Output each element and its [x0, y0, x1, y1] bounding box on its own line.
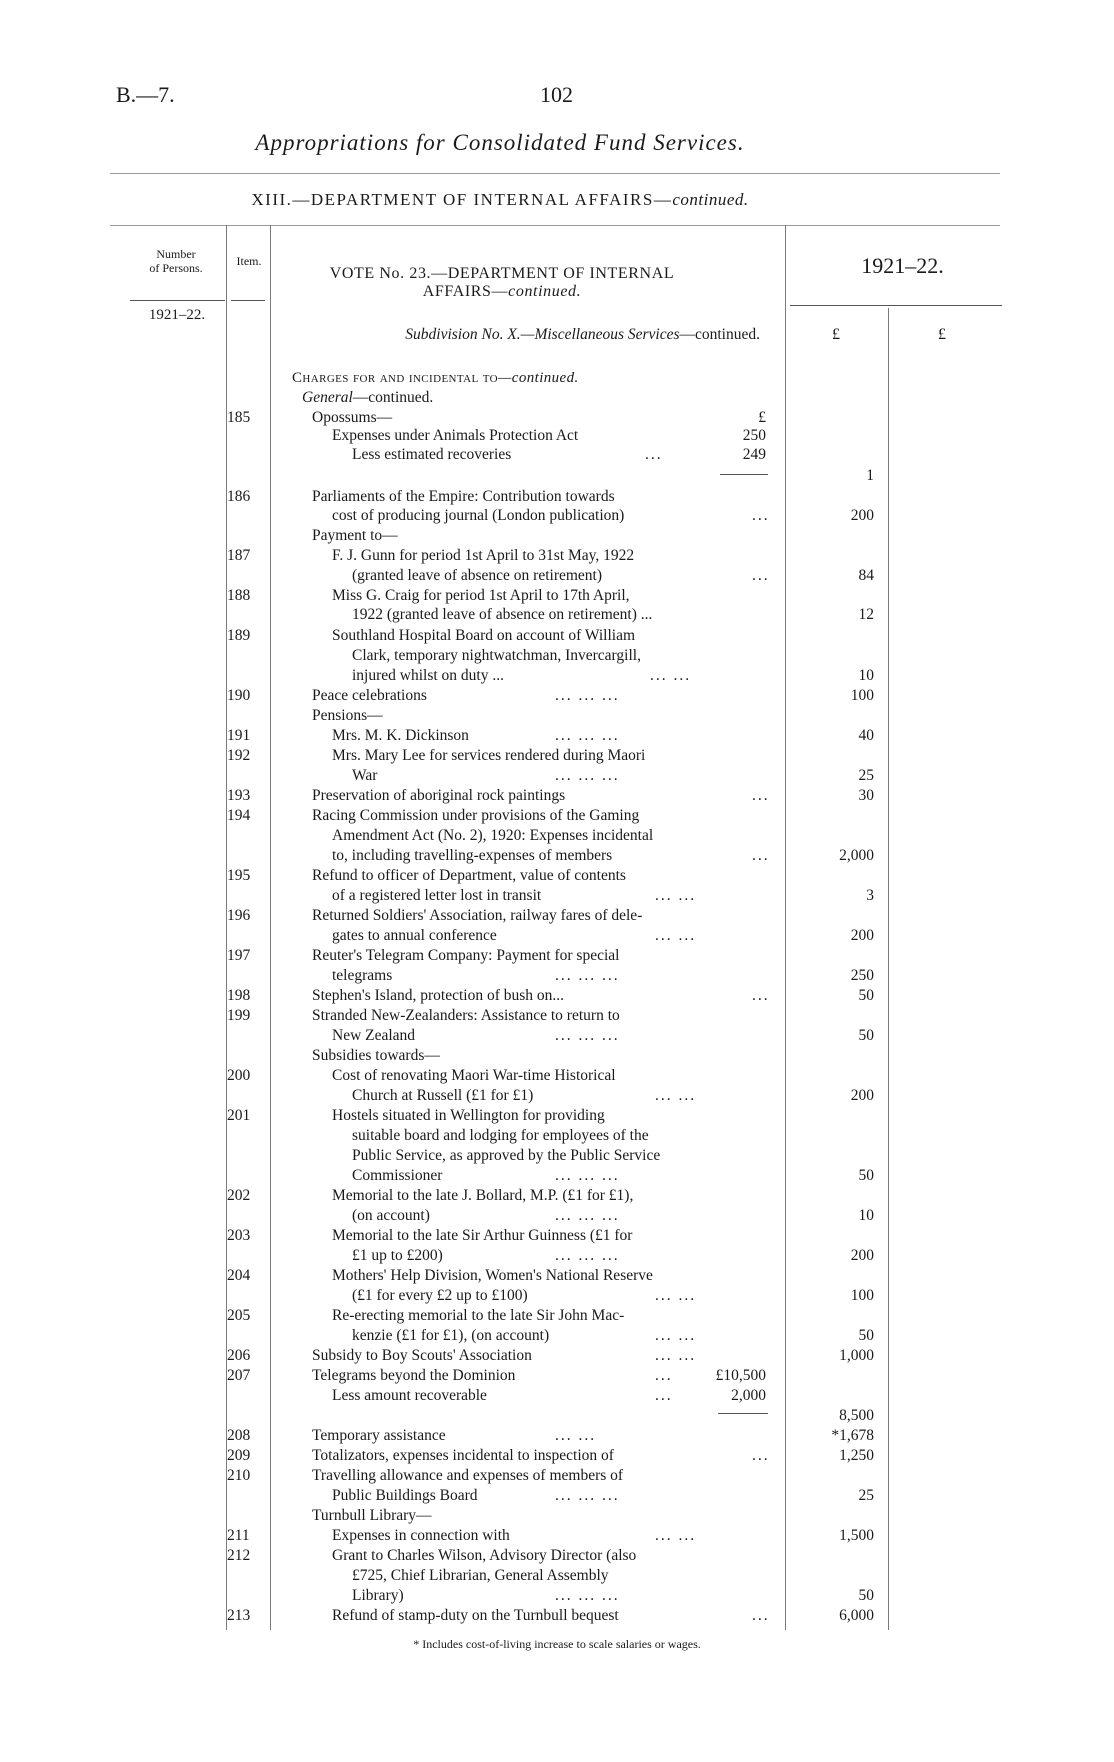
page-number: 102 [540, 82, 573, 107]
leader-dots: ... [752, 567, 770, 584]
item-number: 200 [227, 1067, 251, 1084]
item-description: (£1 for every £2 up to £100) [352, 1287, 528, 1304]
item-description: £725, Chief Librarian, General Assembly [352, 1567, 609, 1584]
item-amount: 12 [858, 606, 874, 623]
item-number: 189 [227, 627, 251, 644]
item-description: Totalizators, expenses incidental to inspection of [312, 1447, 614, 1464]
item-description: (granted leave of absence on retirement) [352, 567, 603, 584]
item-number: 198 [227, 987, 251, 1004]
item-amount: 200 [850, 1087, 874, 1104]
item-description: Memorial to the late Sir Arthur Guinness (£1 for [332, 1227, 633, 1244]
item-number: 212 [227, 1547, 251, 1564]
item-number: 209 [227, 1447, 251, 1464]
item-description: suitable board and lodging for employees of the [352, 1127, 649, 1144]
item-description: Clark, temporary nightwatchman, Invercargill, [352, 647, 641, 664]
item-amount: 3 [866, 887, 874, 904]
financial-year-header: 1921–22. [861, 253, 944, 278]
item-amount: 10 [858, 667, 874, 684]
persons-column-rule [226, 225, 227, 1630]
leader-dots: ... ... ... [555, 967, 620, 984]
persons-column-header [128, 248, 224, 276]
item-amount: 1,250 [839, 1447, 874, 1464]
item-amount: 8,500 [839, 1407, 874, 1424]
item-number: 193 [227, 787, 251, 804]
item-description: Subsidy to Boy Scouts' Association [312, 1347, 532, 1364]
pensions-heading: Pensions— [312, 707, 383, 724]
item-description: Church at Russell (£1 for £1) [352, 1087, 534, 1104]
item-number: 192 [227, 747, 251, 764]
item-description: Stranded New-Zealanders: Assistance to return to [312, 1007, 620, 1024]
item-amount: 50 [858, 1327, 874, 1344]
department-name: XIII.—DEPARTMENT OF INTERNAL AFFAIRS— [251, 190, 673, 209]
leader-dots: ... ... ... [555, 1027, 620, 1044]
leader-dots: ... [752, 847, 770, 864]
pound-sign-column-1: £ [832, 326, 840, 343]
item-description: Less estimated recoveries [352, 446, 512, 463]
item-number: 205 [227, 1307, 251, 1324]
persons-label-line-1: Number [156, 247, 196, 261]
line-amount: 249 [742, 446, 766, 463]
item-description: Refund of stamp-duty on the Turnbull bequest [332, 1607, 619, 1624]
leader-dots: ... [752, 987, 770, 1004]
item-amount: 250 [850, 967, 874, 984]
leader-dots: ... ... ... [555, 767, 620, 784]
item-description: to, including travelling-expenses of members [332, 847, 613, 864]
item-description: Commissioner [352, 1167, 443, 1184]
item-description: Public Service, as approved by the Public Service [352, 1147, 661, 1164]
item-description: F. J. Gunn for period 1st April to 31st May, 1922 [332, 547, 635, 564]
item-description: £1 up to £200) [352, 1247, 443, 1264]
payment-to-heading: Payment to— [312, 527, 398, 544]
persons-label-line-2: of Persons. [149, 260, 203, 275]
item-amount: 1,500 [839, 1527, 874, 1544]
item-number: 210 [227, 1467, 251, 1484]
leader-dots: ... ... [655, 1527, 697, 1544]
subdivision-title: Subdivision No. X.—Miscellaneous Services [405, 326, 680, 343]
item-description: 1922 (granted leave of absence on retirement) ... [352, 606, 653, 623]
document-reference: B.—7. [116, 82, 175, 107]
item-description: Temporary assistance [312, 1427, 446, 1444]
leader-dots: ... ... [655, 927, 697, 944]
vote-heading-affairs: AFFAIRS— [422, 282, 509, 300]
item-description: Travelling allowance and expenses of members of [312, 1467, 624, 1484]
general-continued: —continued. [352, 389, 434, 406]
item-description: Expenses under Animals Protection Act [332, 427, 579, 444]
subtotal-rule [718, 1413, 768, 1414]
item-amount: 25 [858, 767, 874, 784]
leader-dots: ... ... [555, 1427, 597, 1444]
item-number: 190 [227, 687, 251, 704]
item-number: 195 [227, 867, 251, 884]
table-top-rule [110, 225, 1000, 226]
item-number: 213 [227, 1607, 251, 1624]
item-amount: 40 [858, 727, 874, 744]
department-continued: continued. [672, 190, 749, 209]
year-header-rule [790, 305, 1002, 306]
item-number: 191 [227, 727, 251, 744]
item-amount: 100 [850, 687, 874, 704]
leader-dots: ... [655, 1367, 673, 1384]
item-column-header: Item. [236, 254, 262, 268]
item-column-rule [270, 225, 271, 1630]
item-amount: 200 [850, 927, 874, 944]
item-amount: 50 [858, 987, 874, 1004]
item-amount: 50 [858, 1167, 874, 1184]
item-amount: 200 [850, 507, 874, 524]
item-number: 201 [227, 1107, 251, 1124]
leader-dots: ... ... [655, 1287, 697, 1304]
item-number: 203 [227, 1227, 251, 1244]
pound-sign: £ [758, 409, 766, 426]
item-number: 194 [227, 807, 251, 824]
item-number: 207 [227, 1367, 251, 1384]
item-number: 188 [227, 587, 251, 604]
vote-heading-line-2 [262, 283, 742, 301]
item-header-rule [231, 300, 265, 301]
leader-dots: ... ... ... [555, 687, 620, 704]
leader-dots: ... ... ... [555, 1587, 620, 1604]
item-description: telegrams [332, 967, 393, 984]
item-number: 202 [227, 1187, 251, 1204]
subdivision-continued: —continued. [679, 326, 760, 343]
item-amount: 50 [858, 1587, 874, 1604]
item-number: 197 [227, 947, 251, 964]
leader-dots: ... ... [655, 887, 697, 904]
item-description: Mrs. M. K. Dickinson [332, 727, 469, 744]
description-column-rule [785, 225, 786, 1630]
item-amount: 200 [850, 1247, 874, 1264]
leader-dots: ... [752, 787, 770, 804]
item-description: Expenses in connection with [332, 1527, 510, 1544]
item-number: 199 [227, 1007, 251, 1024]
item-description: Memorial to the late J. Bollard, M.P. (£1 for £1), [332, 1187, 634, 1204]
item-amount: 10 [858, 1207, 874, 1224]
item-description: of a registered letter lost in transit [332, 887, 542, 904]
subsidies-heading: Subsidies towards— [312, 1047, 440, 1064]
item-amount: 100 [850, 1287, 874, 1304]
item-description: cost of producing journal (London publication) [332, 507, 625, 524]
turnbull-library-heading: Turnbull Library— [312, 1507, 432, 1524]
item-description: Re-erecting memorial to the late Sir John Mac- [332, 1307, 625, 1324]
leader-dots: ... ... [650, 667, 692, 684]
leader-dots: ... [752, 1607, 770, 1624]
leader-dots: ... ... ... [555, 1247, 620, 1264]
item-amount: 1 [866, 467, 874, 484]
subdivision-heading [262, 326, 760, 344]
item-number: 186 [227, 488, 251, 505]
item-description: injured whilst on duty ... [352, 667, 504, 684]
item-number: 206 [227, 1347, 251, 1364]
footnote: * Includes cost-of-living increase to scale salaries or wages. [413, 1637, 701, 1651]
pound-sign-column-2: £ [938, 326, 946, 343]
item-description: Southland Hospital Board on account of William [332, 627, 636, 644]
leader-dots: ... ... [655, 1327, 697, 1344]
item-number: 204 [227, 1267, 251, 1284]
item-description: Stephen's Island, protection of bush on... [312, 987, 565, 1004]
department-heading [0, 190, 1000, 210]
item-description: Parliaments of the Empire: Contribution towards [312, 488, 615, 505]
item-description: Peace celebrations [312, 687, 427, 704]
item-amount: *1,678 [831, 1427, 874, 1444]
leader-dots: ... [752, 1447, 770, 1464]
item-description: War [352, 767, 378, 784]
item-description: Refund to officer of Department, value of contents [312, 867, 626, 884]
item-description: Public Buildings Board [332, 1487, 478, 1504]
item-amount: 2,000 [839, 847, 874, 864]
item-number: 196 [227, 907, 251, 924]
item-amount: 6,000 [839, 1607, 874, 1624]
title-rule [110, 173, 1000, 174]
item-description: Reuter's Telegram Company: Payment for special [312, 947, 620, 964]
item-amount: 30 [858, 787, 874, 804]
charges-continued: —continued. [498, 370, 579, 386]
amount-column-rule [888, 308, 889, 1630]
leader-dots: ... ... [655, 1347, 697, 1364]
item-number: 187 [227, 547, 251, 564]
item-description: Opossums— [312, 409, 393, 426]
item-number: 211 [227, 1527, 250, 1544]
item-description: Mothers' Help Division, Women's National Reserve [332, 1267, 653, 1284]
persons-header-rule [130, 300, 225, 301]
item-number: 208 [227, 1427, 251, 1444]
general-heading [302, 389, 433, 407]
vote-heading [262, 265, 742, 300]
item-description: Telegrams beyond the Dominion [312, 1367, 516, 1384]
persons-year: 1921–22. [148, 307, 206, 323]
item-description: Grant to Charles Wilson, Advisory Director (also [332, 1547, 637, 1564]
item-description: Cost of renovating Maori War-time Historical [332, 1067, 616, 1084]
item-description: Library) [352, 1587, 404, 1604]
charges-heading [292, 370, 579, 387]
item-description: Racing Commission under provisions of the Gaming [312, 807, 640, 824]
item-description: gates to annual conference [332, 927, 497, 944]
leader-dots: ... [752, 507, 770, 524]
line-amount: £10,500 [715, 1367, 766, 1384]
item-description: Hostels situated in Wellington for providing [332, 1107, 605, 1124]
leader-dots: ... [655, 1387, 673, 1404]
item-description: Mrs. Mary Lee for services rendered during Maori [332, 747, 646, 764]
line-amount: 2,000 [731, 1387, 766, 1404]
item-amount: 50 [858, 1027, 874, 1044]
leader-dots: ... ... ... [555, 1167, 620, 1184]
leader-dots: ... [645, 446, 663, 463]
leader-dots: ... ... [655, 1087, 697, 1104]
item-amount: 84 [858, 567, 874, 584]
item-description: New Zealand [332, 1027, 416, 1044]
item-description: Amendment Act (No. 2), 1920: Expenses incidental [332, 827, 654, 844]
vote-heading-continued: continued. [508, 282, 582, 300]
leader-dots: ... ... ... [555, 1487, 620, 1504]
item-number: 185 [227, 409, 251, 426]
item-description: Returned Soldiers' Association, railway fares of dele- [312, 907, 643, 924]
subtotal-rule [720, 474, 768, 475]
general-title: General [302, 389, 353, 406]
vote-heading-line-1: VOTE No. 23.—DEPARTMENT OF INTERNAL [329, 265, 675, 282]
item-amount: 25 [858, 1487, 874, 1504]
item-amount: 1,000 [839, 1347, 874, 1364]
item-description: Preservation of aboriginal rock paintings [312, 787, 566, 804]
item-description: kenzie (£1 for £1), (on account) [352, 1327, 550, 1344]
page-title: Appropriations for Consolidated Fund Services. [255, 130, 745, 155]
leader-dots: ... ... ... [555, 1207, 620, 1224]
charges-title: Charges for and incidental to [292, 370, 499, 386]
line-amount: 250 [742, 427, 766, 444]
item-description: (on account) [352, 1207, 430, 1224]
item-description: Less amount recoverable [332, 1387, 487, 1404]
item-description: Miss G. Craig for period 1st April to 17th April, [332, 587, 630, 604]
leader-dots: ... ... ... [555, 727, 620, 744]
